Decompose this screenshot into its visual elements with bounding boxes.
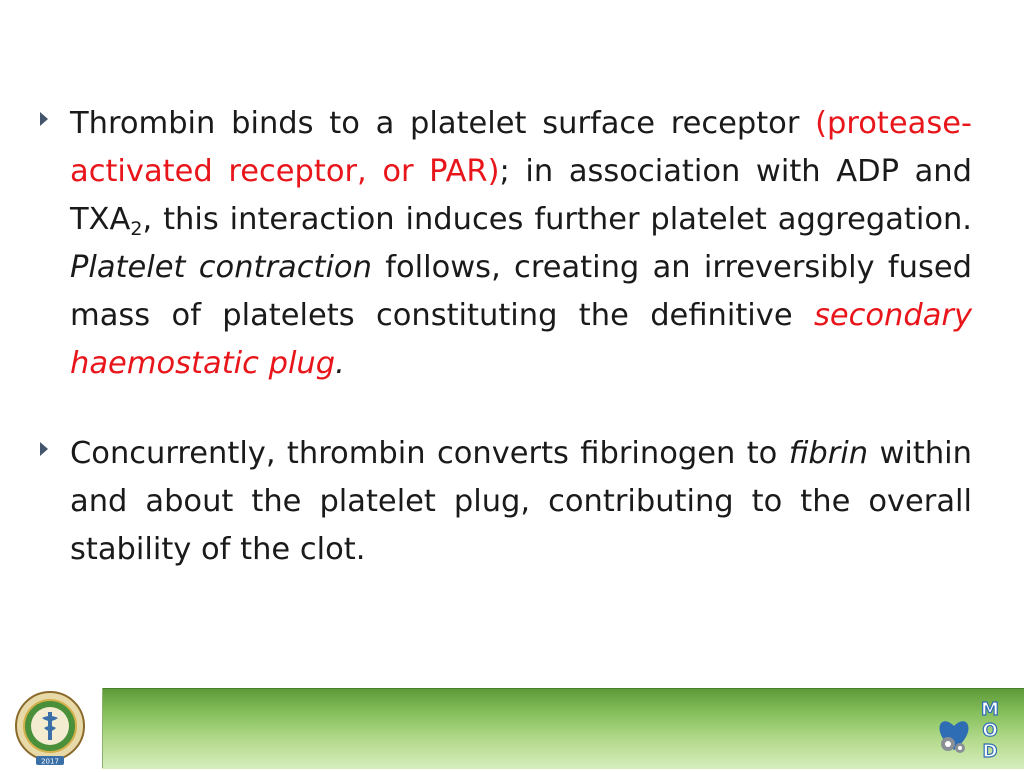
text-segment: within and about the platelet plug, contributing to the overall stability of the clot. <box>70 436 972 567</box>
platelet-contraction-term: Platelet contraction <box>70 250 372 285</box>
par-term: (protease-activated receptor, or PAR) <box>70 106 972 189</box>
bullet-item-fibrin <box>40 430 972 574</box>
text-segment: follows, creating an irreversibly fused mass of platelets constituting the definitive <box>70 250 972 333</box>
footer-bar <box>0 688 1024 768</box>
bullet-text <box>70 430 972 574</box>
footer-green-band <box>102 688 1024 769</box>
bullet-text <box>70 100 972 388</box>
mod-letter-d: D <box>982 741 998 762</box>
university-seal-icon <box>0 688 100 768</box>
mod-letter-m: M <box>981 699 999 720</box>
text-segment: Concurrently, thrombin converts fibrinogen to <box>70 436 789 471</box>
mod-logo-icon <box>934 698 1010 762</box>
secondary-plug-term: secondary haemostatic plug <box>70 298 972 381</box>
bullet-arrow-icon <box>40 442 48 456</box>
fibrin-term: fibrin <box>788 436 869 471</box>
text-segment: Thrombin binds to a platelet surface receptor <box>70 106 816 141</box>
bullet-item-thrombin-receptor <box>40 100 972 388</box>
subscript: 2 <box>130 218 143 240</box>
bullet-arrow-icon <box>40 112 48 126</box>
university-logo <box>0 688 103 768</box>
text-segment: . <box>335 346 345 381</box>
text-segment: ; in association with ADP and TXA <box>70 154 972 237</box>
mod-letter-o: O <box>982 720 998 741</box>
seal-year: 2017 <box>41 757 59 766</box>
text-segment: , this interaction induces further platelet aggregation. <box>142 202 972 237</box>
